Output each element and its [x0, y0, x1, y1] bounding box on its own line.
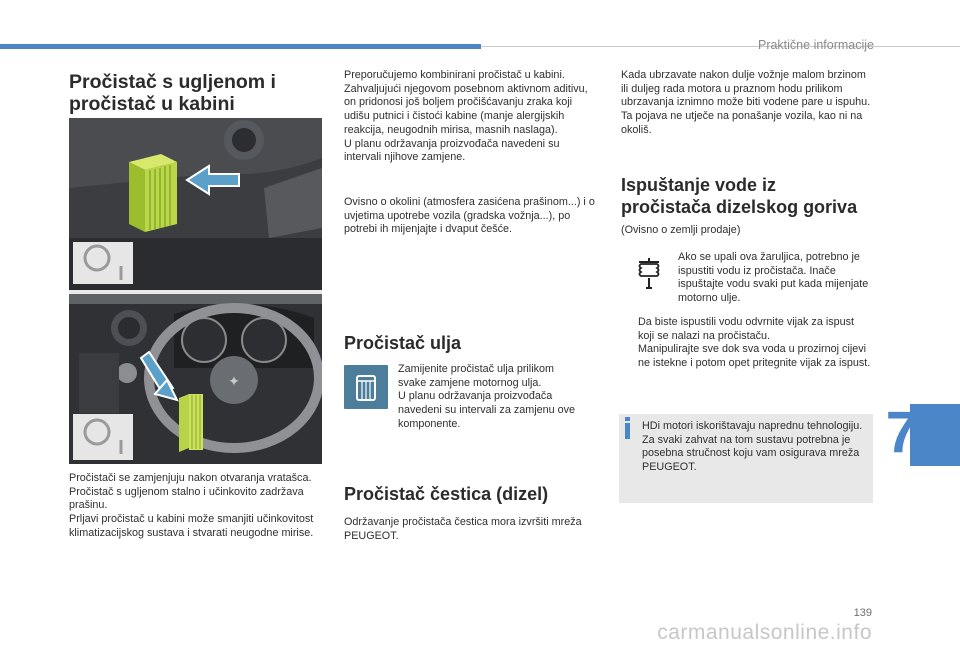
info-icon — [625, 417, 630, 421]
bullet-marker — [621, 343, 631, 370]
section-title-oil-filter: Pročistač ulja — [344, 333, 462, 353]
paragraph: Prljavi pročistač u kabini može smanjiti učinkovitost klimatizacijskog sustava i stvarati neugodne mirise. — [69, 513, 314, 539]
list-item-text: Da biste ispustili vodu odvrnite vijak za ispust koji se nalazi na pročistaču. — [638, 316, 855, 342]
svg-text:✦: ✦ — [228, 373, 240, 389]
paragraph: Pročistač s ugljenom stalno i učinkovito zadržava prašinu. — [69, 485, 304, 512]
paragraph: Pročistači se zamjenjuju nakon otvaranja vratašca. — [69, 472, 312, 484]
paragraph: U planu održavanja proizvođača navedeni su intervali za zamjenu ove komponente. — [398, 390, 576, 430]
header-title: Praktične informacije — [757, 38, 874, 52]
section-title-line: Ispuštanje vode iz — [621, 175, 777, 195]
header-accent-bar — [0, 44, 481, 49]
list-item — [621, 343, 873, 370]
watermark: carmanualsonline.info — [657, 621, 872, 644]
header-divider — [481, 46, 960, 47]
section-title-cabin-filter — [69, 71, 276, 115]
paragraph: U planu održavanja proizvođača navedeni su intervali njihove zamjene. — [344, 137, 560, 164]
particle-filter-text: Održavanje pročistača čestica mora izvršiti mreža PEUGEOT. — [344, 516, 582, 542]
environment-note: Ovisno o okolini (atmosfera zasićena prašinom...) i o uvjetima upotrebe vozila (gradska vožnja...), po potrebi ih mijenjajte i dvaput češće. — [344, 196, 595, 236]
list-item — [621, 316, 873, 343]
section-title-line: pročistač u kabini — [69, 93, 235, 115]
section-title-line: Pročistač s ugljenom i — [69, 71, 276, 93]
combined-filter-text — [344, 69, 596, 165]
drain-steps-list — [621, 316, 873, 371]
info-note-text: HDi motori iskorištavaju naprednu tehnologiju. Za svaki zahvat na tom sustavu potrebna je posebna stručnost koju vam osigurava mreža PEUGEOT. — [642, 420, 863, 474]
info-icon-bar — [625, 423, 630, 439]
list-item-text: Manipulirajte sve dok sva voda u prozirnoj cijevi ne istekne i potom opet pritegnite vijak za ispust. — [638, 343, 871, 370]
cabin-filter-text — [69, 472, 321, 541]
cabin-filter-photo — [69, 118, 322, 464]
section-title-line: pročistača dizelskog goriva — [621, 197, 858, 217]
oil-filter-icon — [344, 365, 388, 409]
paragraph: Preporučujemo kombinirani pročistač u kabini. Zahvaljujući njegovom posebnom aktivnom aditivu, on pridonosi još boljem pročišćavanju zraka koji udišu putnici i čistoći kabine (manje alergijskih reakcija, neugodnih mirisa, masnih naslaga). — [344, 69, 588, 136]
paragraph: Zamijenite pročistač ulja prilikom svake zamjene motornog ulja. — [398, 363, 555, 389]
section-title-water-drain — [621, 174, 857, 218]
page-number: 139 — [853, 607, 872, 619]
chapter-number: 7 — [885, 400, 918, 465]
country-note: (Ovisno o zemlji prodaje) — [621, 224, 741, 236]
water-in-fuel-warning-icon — [633, 256, 665, 294]
acceleration-text: Kada ubrzavate nakon dulje vožnje malom brzinom ili duljeg rada motora u praznom hodu prilikom ubrzavanja iznimno može biti vodene pare u ispuhu. Ta pojava ne utječe na ponašanje vozila, kao ni na okoliš. — [621, 69, 871, 136]
warning-lamp-text: Ako se upali ova žaruljica, potrebno je ispustiti vodu iz pročistača. Inače ispuštajte vodu svaki put kada mijenjate motorno ulje. — [678, 251, 869, 305]
oil-filter-text — [398, 363, 578, 432]
section-title-particle-filter: Pročistač čestica (dizel) — [344, 484, 549, 504]
bullet-marker — [621, 316, 631, 343]
